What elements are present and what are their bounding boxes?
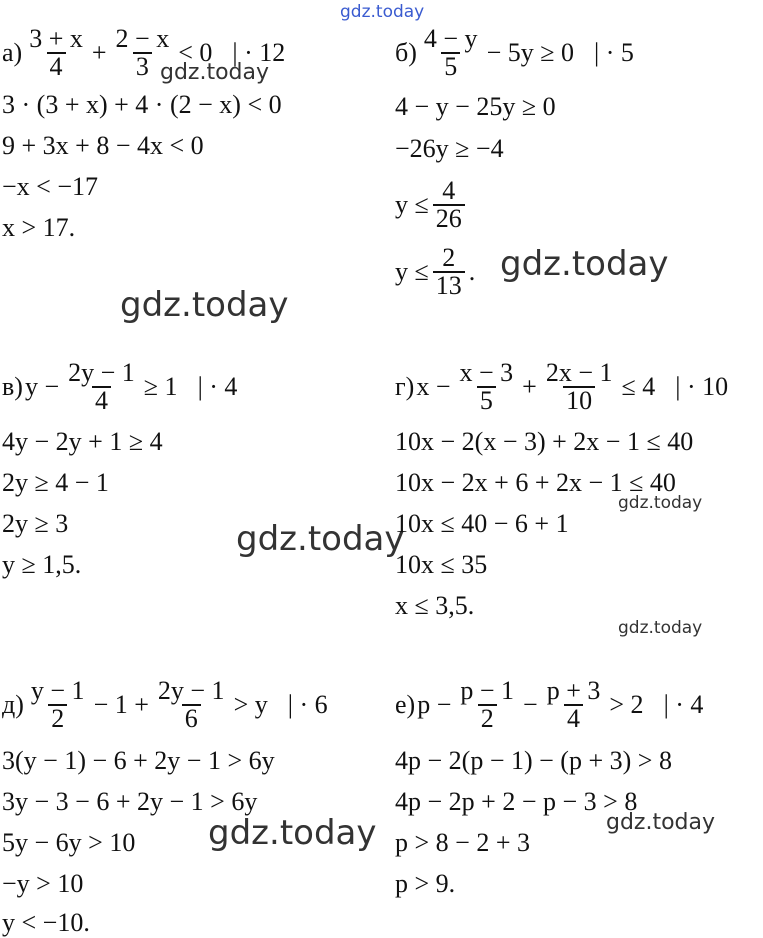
- solution-line: 4y − 2y + 1 ≥ 4: [2, 427, 163, 456]
- multiplier: | · 12: [232, 38, 286, 67]
- watermark: gdz.today: [500, 244, 669, 284]
- solution-line: y ≥ 1,5.: [2, 550, 82, 579]
- watermark: gdz.today: [208, 813, 377, 853]
- problem-d-header: д) $\frac{y - 1}{2}$ − 1 + $\frac{2y - 1}{6}$ > y | · 6: [2, 676, 328, 733]
- solution-line: 10x ≤ 35: [395, 550, 488, 579]
- solution-line: y < −10.: [2, 908, 90, 937]
- watermark: gdz.today: [160, 60, 270, 85]
- multiplier: | · 4: [197, 372, 238, 401]
- solution-line: x ≤ 3,5.: [395, 591, 475, 620]
- solution-line: 10x ≤ 40 − 6 + 1: [395, 509, 569, 538]
- problem-label: е): [395, 690, 416, 719]
- multiplier: | · 10: [675, 372, 729, 401]
- fraction: $\frac{y - 1}{2}$: [30, 676, 85, 733]
- fraction: $\frac{p - 1}{2}$: [460, 676, 515, 733]
- fraction: $\frac{p + 3}{4}$: [546, 676, 601, 733]
- solution-line: p > 8 − 2 + 3: [395, 828, 530, 857]
- problem-label: д): [2, 690, 24, 719]
- solution-line: 4p − 2(p − 1) − (p + 3) > 8: [395, 746, 672, 775]
- solution-line: 3y − 3 − 6 + 2y − 1 > 6y: [2, 787, 258, 816]
- fraction: $\frac{2}{13}$: [433, 245, 465, 299]
- solution-line: 10x − 2x + 6 + 2x − 1 ≤ 40: [395, 468, 676, 497]
- solution-line: 3 · (3 + x) + 4 · (2 − x) < 0: [2, 90, 282, 119]
- fraction: $\frac{x - 3}{5}$: [459, 358, 514, 415]
- solution-line: 4p − 2p + 2 − p − 3 > 8: [395, 787, 638, 816]
- problem-label: в): [2, 372, 23, 401]
- fraction: $\frac{4 - y}{5}$: [423, 24, 478, 81]
- problem-label: г): [395, 372, 415, 401]
- watermark: gdz.today: [606, 810, 716, 835]
- watermark: gdz.today: [618, 618, 703, 638]
- solution-line: 5y − 6y > 10: [2, 828, 136, 857]
- solution-line: x > 17.: [2, 213, 76, 242]
- solution-line: 2y ≥ 3: [2, 509, 69, 538]
- watermark: gdz.today: [618, 493, 703, 513]
- problem-label: б): [395, 38, 417, 67]
- solution-line: p > 9.: [395, 869, 456, 898]
- fraction: $\frac{2 - x}{3}$: [115, 24, 170, 81]
- solution-line: 2y ≥ 4 − 1: [2, 468, 109, 497]
- multiplier: | · 6: [287, 690, 328, 719]
- fraction: $\frac{4}{26}$: [433, 178, 465, 232]
- problem-b-header: б) $\frac{4 - y}{5}$ − 5y ≥ 0 | · 5: [395, 24, 634, 81]
- watermark: gdz.today: [120, 285, 289, 325]
- solution-line: 9 + 3x + 8 − 4x < 0: [2, 131, 204, 160]
- fraction: $\frac{2y - 1}{6}$: [157, 676, 225, 733]
- watermark: gdz.today: [340, 2, 425, 22]
- fraction: $\frac{3 + x}{4}$: [29, 24, 83, 81]
- fraction: $\frac{2y - 1}{4}$: [68, 358, 135, 415]
- solution-line: y ≤ $\frac{2}{13}$ .: [395, 243, 476, 300]
- watermark: gdz.today: [236, 519, 405, 559]
- solution-line: y ≤ $\frac{4}{26}$: [395, 178, 469, 232]
- solution-line: −x < −17: [2, 172, 98, 201]
- problem-v-header: в) y − $\frac{2y - 1}{4}$ ≥ 1 | · 4: [2, 358, 238, 415]
- problem-a-header: а) $\frac{3 + x}{4}$ + $\frac{2 - x}{3}$ < 0 | · 12: [2, 24, 286, 81]
- solution-line: −y > 10: [2, 869, 84, 898]
- solution-line: −26y ≥ −4: [395, 134, 504, 163]
- problem-label: а): [2, 38, 23, 67]
- problem-e-header: е) p − $\frac{p - 1}{2}$ − $\frac{p + 3}{4}$ > 2 | · 4: [395, 676, 704, 733]
- problem-g-header: г) x − $\frac{x - 3}{5}$ + $\frac{2x - 1}{10}$ ≤ 4 | · 10: [395, 358, 729, 415]
- fraction: $\frac{2x - 1}{10}$: [545, 358, 613, 415]
- solution-line: 4 − y − 25y ≥ 0: [395, 92, 556, 121]
- multiplier: | · 4: [663, 690, 704, 719]
- solution-line: 10x − 2(x − 3) + 2x − 1 ≤ 40: [395, 427, 694, 456]
- solution-line: 3(y − 1) − 6 + 2y − 1 > 6y: [2, 746, 275, 775]
- multiplier: | · 5: [594, 38, 634, 67]
